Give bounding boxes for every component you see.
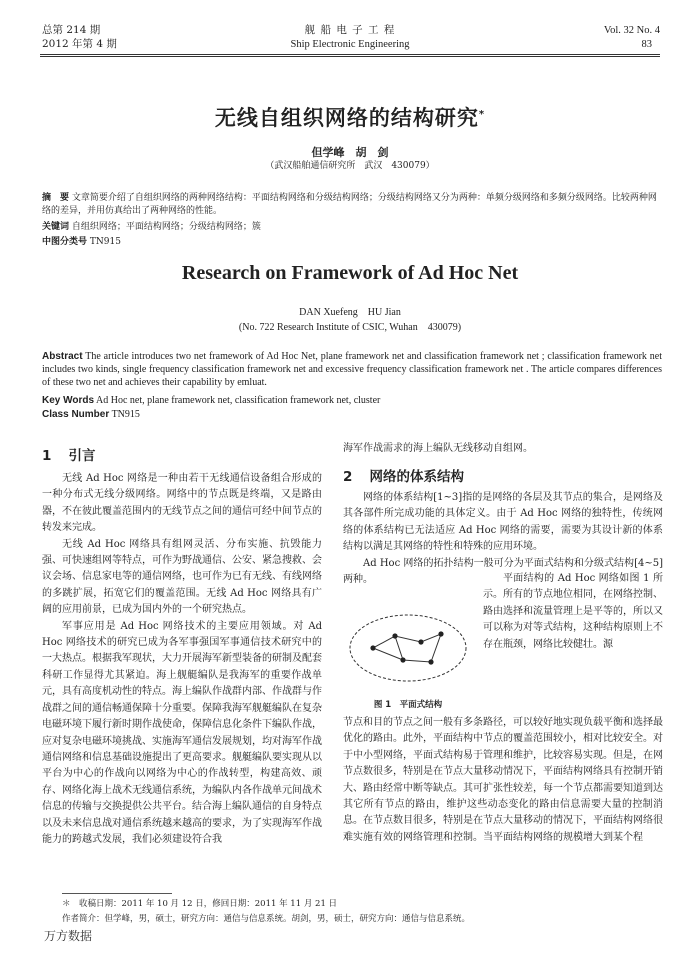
section-2-para-2: Ad Hoc 网络的拓扑结构一般可分为平面式结构和分级式结构[4~5]两种。 [343,557,663,586]
section-2-para-1: 网络的体系结构[1~3]指的是网络的各层及其节点的集合，是网络及其各部件所完成功能的具体定义。由于 Ad Hoc 网络的独特性，传统网络的体系结构已无法适应 Ad Hoc 网络的需要，需要为其设计新的体系结构以满足其网络的特性和特殊的应用环境。 [343,492,663,553]
title-cn: 无线自组织网络的结构研究 [214,106,479,130]
network-link [373,634,441,648]
section-2-title: 网络的体系结构 [369,469,464,485]
keywords-cn [42,221,662,234]
figure-1-caption: 图 1 平面式结构 [373,700,443,710]
affiliation-en: (No. 722 Research Institute of CSIC, Wuhan 430079) [238,322,462,333]
abstract-en-label: Abstract [42,351,83,362]
keywords-en [42,394,662,407]
section-1-para-2: 无线 Ad Hoc 网络具有组网灵活、分布实施、抗毁能力强、可快速组网等特点，可作为野战通信、公安、紧急搜救、会议会场、信息家电等的通信网络，也可作为已有无线、有线网络的多跳扩展，拓宽它们的覆盖范围。无线 Ad Hoc 网络具有广阔的应用前景，已成为国内外的一个研究热点。 [42,538,322,616]
network-link [373,648,403,660]
section-1-number: 1 [42,448,52,464]
issue-year: 2012 年第 4 期 [42,38,117,50]
keywords-en-label: Key Words [42,395,95,406]
abstract-en-text: The article introduces two net framework of Ad Hoc Net, plane framework net and classification framework net ; classification framework net includes two kinds, single frequency classification framework net and excessive frequency classification framework net . The article compares differences of these two net and achieves their capability by emluat. [42,351,662,388]
footnote-bio: 作者简介：但学峰，男，硕士，研究方向：通信与信息系统。胡剑，男，硕士，研究方向：通信与信息系统。 [62,914,471,924]
section-2-para-3-start: 平面结构的 Ad Hoc 网络如图 1 所示。所有的节点地位相同，在网络控制、路由选择和流量管理上是平等的，所以又可以称为对等式结构，这种结构原则上不存在瓶颈，网络比较健壮。源 [483,573,663,650]
header-rule-thin [40,56,660,57]
title-en: Research on Framework of Ad Hoc Net [181,262,519,284]
abstract-label: 摘 要 [42,193,70,203]
section-2-heading [343,465,464,485]
page-title [0,102,700,132]
keywords-label: 关键词 [42,222,70,232]
footnote-received: ＊ 收稿日期：2011 年 10 月 12 日，修回日期：2011 年 11 月 21 日 [62,899,338,909]
section-1-para-3: 军事应用是 Ad Hoc 网络技术的主要应用领域。对 Ad Hoc 网络技术的研究已成为各军事强国军事通信技术研究中的一大热点。根据我军现状，大力开展海军新型装备的研制及配套科研工作显得尤其紧迫。海上舰艇编队是我海军的重要作战单元，具有高度机动性的特点。海上编队作战群内部、作战群与作战群之间的通信畅通保障十分重要。保障我海军舰艇编队在复杂电磁环境下履行新时期作战使命，保障信息化条件下编队作战，应对复杂电磁环境挑战、实施海军通信发展规划，均对海军作战通信网络和信息基础设施提出了更高要求。舰艇编队要实现从以平台为中心的作战向以网络为中心的作战转型，构建高效、顽存、网络化海上战术无线通信系统，为编队内各作战单元间战术信息的传输与交换提供公共平台。结合海上编队通信的自身特点以及未来信息战对通信系统越来越高的要求，为了实现海军作战能力的跨越式发展，我们必须建设符合我 [42,620,322,845]
abstract-cn [42,192,662,218]
class-cn [42,236,662,249]
right-para-0: 海军作战需求的海上编队无线移动自组网。 [343,443,533,454]
journal-name-cn: 舰 船 电 子 工 程 [304,24,396,36]
network-node [428,659,433,664]
class-label: 中图分类号 [42,237,88,247]
title-footnote-mark: * [478,109,486,120]
footnote-rule [62,893,172,894]
volume: Vol. 32 No. 4 [603,25,660,36]
issue-total: 总第 214 期 [42,24,101,36]
network-boundary [350,615,466,681]
class-number: TN915 [89,237,121,247]
figure-1 [343,604,473,712]
authors-en: DAN Xuefeng HU Jian [299,307,401,318]
class-en [42,408,662,421]
section-1-heading [42,444,96,464]
abstract-en [42,350,662,389]
header-rule [40,54,660,55]
class-en-label: Class Number [42,409,110,420]
keywords-en-text: Ad Hoc net, plane framework net, classification framework net, cluster [96,395,381,406]
network-node [400,657,405,662]
figure-wrap-text [483,571,663,653]
section-1-para-1: 无线 Ad Hoc 网络是一种由若干无线通信设备组合形成的一种分布式无线分级网络。网络中的节点既是终端，又是路由器，不在彼此覆盖范围内的无线节点之间的通信可经中间节点的转发来完成。 [42,473,322,534]
class-en-number: TN915 [111,409,140,420]
section-1-title: 引言 [68,448,96,464]
right-column-top [343,441,663,457]
network-node [438,631,443,636]
network-node [370,645,375,650]
page-number: 83 [641,39,652,50]
left-column [42,471,322,848]
keywords-text: 自组织网络；平面结构网络；分级结构网络；簇 [71,222,261,232]
abstract-text: 文章简要介绍了自组织网络的两种网络结构：平面结构网络和分级结构网络；分级结构网络又分为两种：单频分级网络和多频分级网络。比较两种网络的差异，并用仿真给出了两种网络的性能。 [42,193,657,216]
section-2-number: 2 [343,469,353,485]
network-node [392,633,397,638]
journal-name-en: Ship Electronic Engineering [290,39,410,50]
section-2-body-cont [343,715,663,846]
section-2-para-3-rest: 节点和目的节点之间一般有多条路径，可以较好地实现负载平衡和选择最优化的路由。此外，平面结构中节点的覆盖范围较小，相对比较安全。对于中小型网络，平面式结构易于管理和维护，比较容易实现。但是，在网节点数很多，特别是在节点大量移动情况下，平面结构网络具有控制开销大、路由经常中断等缺点。其可扩张性较差，每一个节点都需要知道到达其它所有节点的路由，维护这些动态变化的路由信息需要大量的控制消息。在节点数目很多，特别是在节点大量移动的情况下，平面结构网络很难实施有效的网络管理和控制。当平面结构网络的规模增大到某个程 [343,717,663,843]
network-node [418,639,423,644]
watermark: 万方数据 [44,929,93,943]
plane-network-diagram [343,604,473,694]
affiliation-cn: （武汉船舶通信研究所 武汉 430079） [265,161,435,171]
authors-cn: 但学峰 胡 剑 [311,146,389,159]
